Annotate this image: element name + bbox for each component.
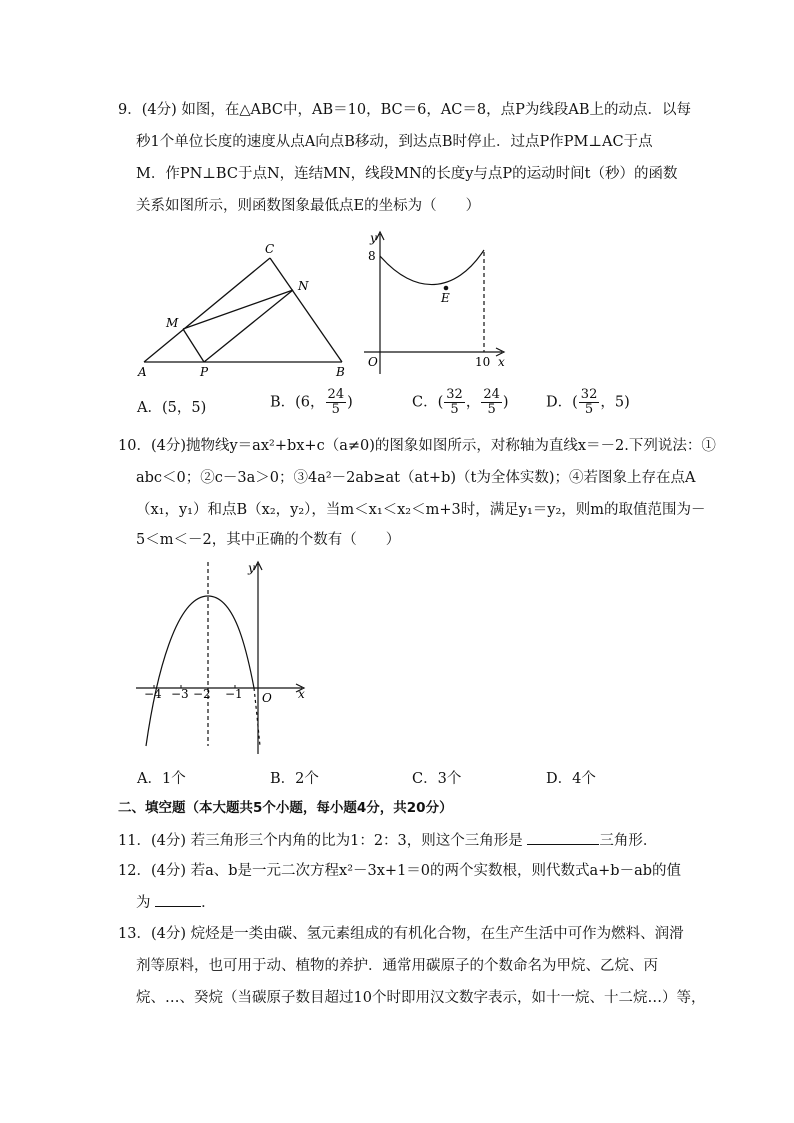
label-c: C	[265, 242, 275, 256]
q10-option-b[interactable]: B．2个	[270, 771, 319, 787]
q10-line-2: abc＜0；②c－3a＞0；③4a²－2ab≥at（at+b)（t为全体实数)；④若图象上存在点A	[136, 470, 696, 486]
parabola-solid	[146, 596, 254, 746]
q12-line-2: 为 ．	[136, 892, 216, 913]
q10-option-c[interactable]: C．3个	[412, 771, 462, 787]
q13-line-3: 烷、…、癸烷（当碳原子数目超过10个时即用汉文数字表示，如十一烷、十二烷…）等，	[136, 990, 706, 1006]
label-e: E	[441, 291, 450, 305]
point-e	[444, 286, 449, 291]
label-y: y	[370, 231, 377, 245]
tick-label-minus-2: −2	[193, 687, 211, 701]
q10-option-d[interactable]: D．4个	[546, 771, 596, 787]
label-y-8: 8	[368, 249, 376, 263]
segment-pm	[183, 329, 204, 362]
segment-bc	[270, 258, 342, 362]
q11-line: 11．(4分) 若三角形三个内角的比为1：2：3，则这个三角形是 三角形．	[118, 830, 657, 851]
label-n: N	[298, 279, 309, 293]
tick-label-minus-4: −4	[144, 687, 162, 701]
q12-line-1: 12．(4分) 若a、b是一元二次方程x²－3x+1＝0的两个实数根，则代数式a+b－ab的值	[118, 863, 682, 879]
segment-mn	[183, 290, 293, 329]
label-b: B	[336, 365, 345, 379]
q9-line-1: 9．(4分) 如图，在△ABC中，AB＝10，BC＝6，AC＝8，点P为线段AB上的动点．以每	[118, 102, 692, 118]
tick-label-minus-1: −1	[225, 687, 243, 701]
triangle-figure	[130, 240, 360, 380]
q9-option-a[interactable]: A．(5，5)	[137, 400, 207, 416]
q12-answer-blank[interactable]	[155, 892, 201, 907]
q9-option-d[interactable]: D．( $\frac{32}{5}$ ，5)	[546, 387, 630, 417]
label-origin: O	[262, 691, 272, 705]
label-y: y	[248, 561, 255, 575]
parabola-dashed	[254, 688, 260, 746]
q10-option-a[interactable]: A．1个	[137, 771, 186, 787]
label-a: A	[138, 365, 147, 379]
q9-line-2: 秒1个单位长度的速度从点A向点B移动，到达点B时停止．过点P作PM⊥AC于点	[136, 134, 653, 150]
q10-line-4: 5＜m＜－2，其中正确的个数有（ ）	[136, 532, 401, 548]
section-2-heading: 二、填空题（本大题共5个小题，每小题4分，共20分）	[118, 800, 453, 816]
label-x-10: 10	[475, 355, 491, 369]
label-origin: O	[368, 355, 378, 369]
segment-ac	[144, 258, 270, 362]
tick-label-minus-3: −3	[171, 687, 189, 701]
function-graph-q9	[360, 226, 520, 380]
curve-y-of-t	[380, 250, 484, 285]
q11-answer-blank[interactable]	[527, 830, 599, 845]
q9-option-b[interactable]: B．(6， $\frac{24}{5}$ )	[270, 387, 353, 417]
parabola-graph	[136, 556, 316, 756]
q9-option-c[interactable]: C．( $\frac{32}{5}$ ， $\frac{24}{5}$ )	[412, 387, 509, 417]
label-p: P	[200, 365, 209, 379]
label-x: x	[498, 355, 505, 369]
q9-line-4: 关系如图所示，则函数图象最低点E的坐标为（ ）	[136, 198, 481, 214]
q9-line-3: M．作PN⊥BC于点N，连结MN，线段MN的长度y与点P的运动时间t（秒）的函数	[136, 166, 678, 182]
q13-line-2: 剂等原料，也可用于动、植物的养护．通常用碳原子的个数命名为甲烷、乙烷、丙	[136, 958, 658, 974]
q13-line-1: 13．(4分) 烷烃是一类由碳、氢元素组成的有机化合物，在生产生活中可作为燃料、润滑	[118, 926, 684, 942]
q10-line-3: （x₁，y₁）和点B（x₂，y₂），当m＜x₁＜x₂＜m+3时，满足y₁＝y₂，则m的取值范围为－	[136, 502, 706, 518]
q10-line-1: 10．(4分)抛物线y＝ax²+bx+c（a≠0)的图象如图所示，对称轴为直线x＝－2.下列说法：①	[118, 438, 716, 454]
label-m: M	[166, 316, 179, 330]
label-x: x	[298, 687, 305, 701]
